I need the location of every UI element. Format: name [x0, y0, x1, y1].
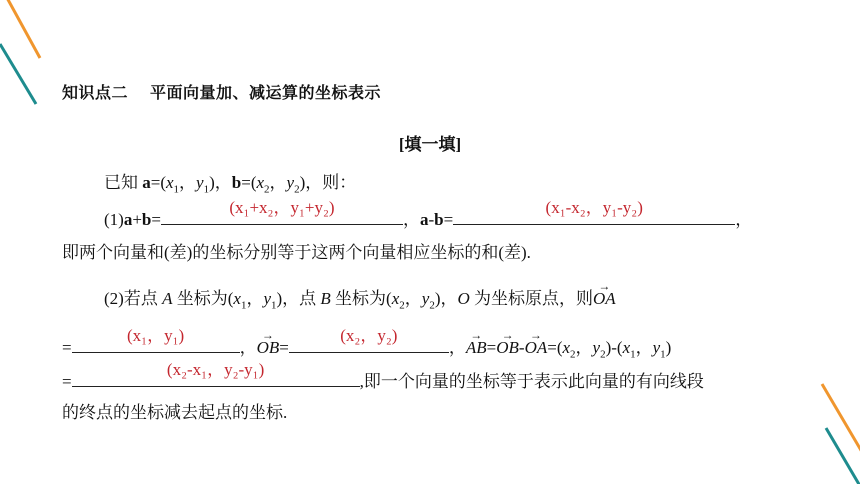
item1-line: (1)a+b= (x₁+x₂，y₁+y₂) ，a-b= (x₁-x₂，y₁-y₂) ，: [104, 198, 753, 229]
item2-line3-tail: ,即一个向量的坐标等于表示此向量的有向线段: [359, 372, 704, 391]
heading-part2: 平面向量加、减运算的坐标表示: [150, 83, 382, 102]
item2-line1: (2)若点 A 坐标为($x_1$，$y_1$)，点 B 坐标为($x_2$，$y_2$)，O 为坐标原点，则OA →: [104, 288, 616, 316]
ob-answer: (x₂，y₂): [340, 326, 398, 345]
oa-answer: (x₁，y₁): [127, 326, 185, 345]
ab-answer: (x₂-x₁，y₂-y₁): [166, 360, 265, 379]
bottom-right-teal-stripe: [826, 428, 860, 484]
diff-answer: (x₁-x₂，y₁-y₂): [545, 198, 643, 217]
sum-answer: (x₁+x₂，y₁+y₂): [229, 198, 335, 217]
ob-blank: [289, 326, 449, 353]
top-left-orange-stripe: [6, 0, 40, 58]
item2-line2: = (x₁，y₁) ，OB →= (x₂，y₂) ，AB $\to=OB \to-OA \to=(x_2$，$y_2)-(x_1$，$y_1$): [62, 334, 671, 365]
bottom-right-orange-stripe: [822, 384, 860, 452]
fill-in-title: [填一填]: [398, 135, 462, 154]
sum-blank: [161, 198, 403, 225]
intro-line: 已知 $a=(x_1$，$y_1$)，$b=(x_2$，$y_2$)，则：: [104, 173, 357, 196]
item2-line3: = (x₂-x₁，y₂-y₁) ,即一个向量的坐标等于表示此向量的有向线段: [62, 360, 704, 391]
item2-line4: 的终点的坐标减去起点的坐标.: [62, 403, 288, 422]
section-heading: [62, 80, 381, 103]
item1-explanation: 即两个向量和(差)的坐标分别等于这两个向量相应坐标的和(差).: [62, 243, 531, 262]
diff-blank: [453, 198, 735, 225]
oa-blank: [72, 326, 240, 353]
top-left-teal-stripe: [0, 44, 36, 104]
ab-blank: [72, 360, 360, 387]
heading-part1: 知识点二: [62, 83, 129, 102]
